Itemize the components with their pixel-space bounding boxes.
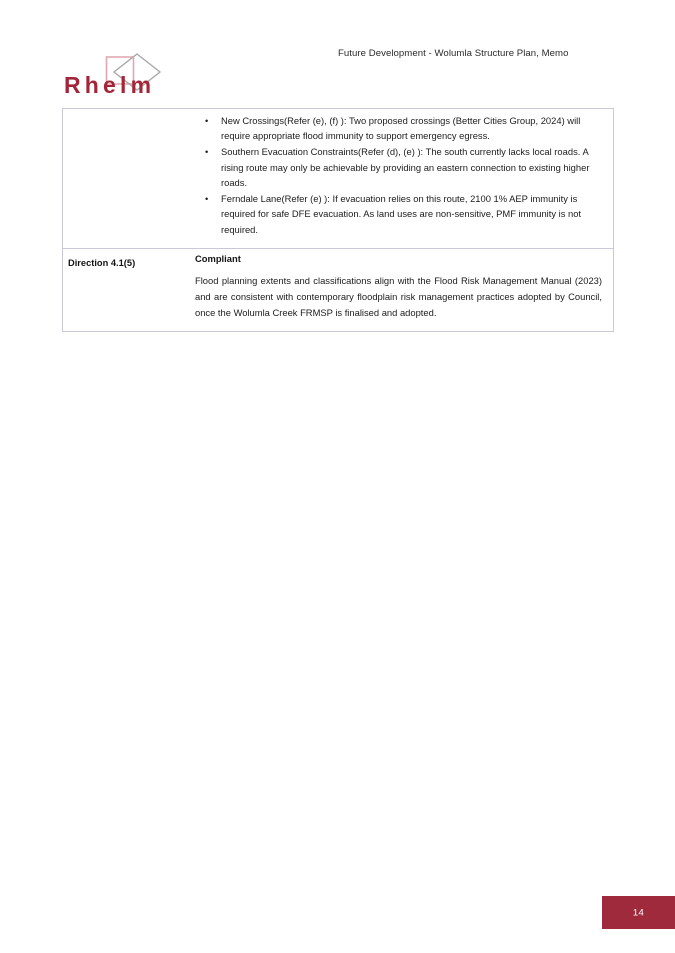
bullet-dot-icon: •	[205, 115, 209, 126]
list-item-text: Southern Evacuation Constraints(Refer (d), (e) ): The south currently lacks local roads. A rising route may only be achievable by providing an eastern connection to existing higher roads.	[221, 146, 590, 188]
bullet-dot-icon: •	[205, 146, 209, 158]
compliance-status: Compliant	[195, 252, 241, 264]
list-item-text: Ferndale Lane(Refer (e) ): If evacuation relies on this route, 2100 1% AEP immunity is required for safe DFE evacuation. As land uses are non-sensitive, PMF immunity is not required.	[221, 193, 582, 235]
table-cell-content	[189, 109, 613, 248]
page-number-badge	[602, 896, 675, 929]
table-row	[63, 248, 613, 332]
rhelm-logo	[64, 50, 184, 102]
list-item	[189, 113, 604, 143]
list-item	[189, 144, 604, 190]
page-header-title: Future Development - Wolumla Structure Plan, Memo	[338, 48, 569, 59]
table-cell-direction-label: Direction 4.1(5)	[68, 257, 136, 268]
list-item	[189, 191, 604, 237]
bullet-dot-icon: •	[205, 193, 209, 205]
list-item-text: New Crossings(Refer (e), (f) ): Two proposed crossings (Better Cities Group, 2024) will require appropriate flood immunity to support emergency egress.	[221, 115, 581, 142]
table-row	[63, 109, 613, 248]
table-cell-direction-label	[63, 109, 189, 248]
compliance-paragraph: Flood planning extents and classifications align with the Flood Risk Management Manual (2023) and are consistent with contemporary floodplain risk management practices adopted by Council, once the Wolumla Creek FRMSP is finalised and adopted.	[195, 274, 602, 319]
logo-wordmark: Rhelm	[64, 72, 156, 98]
considerations-bullet-list	[189, 113, 604, 237]
table-cell-content	[189, 249, 613, 332]
page-number: 14	[632, 907, 645, 918]
compliance-table	[62, 108, 614, 332]
